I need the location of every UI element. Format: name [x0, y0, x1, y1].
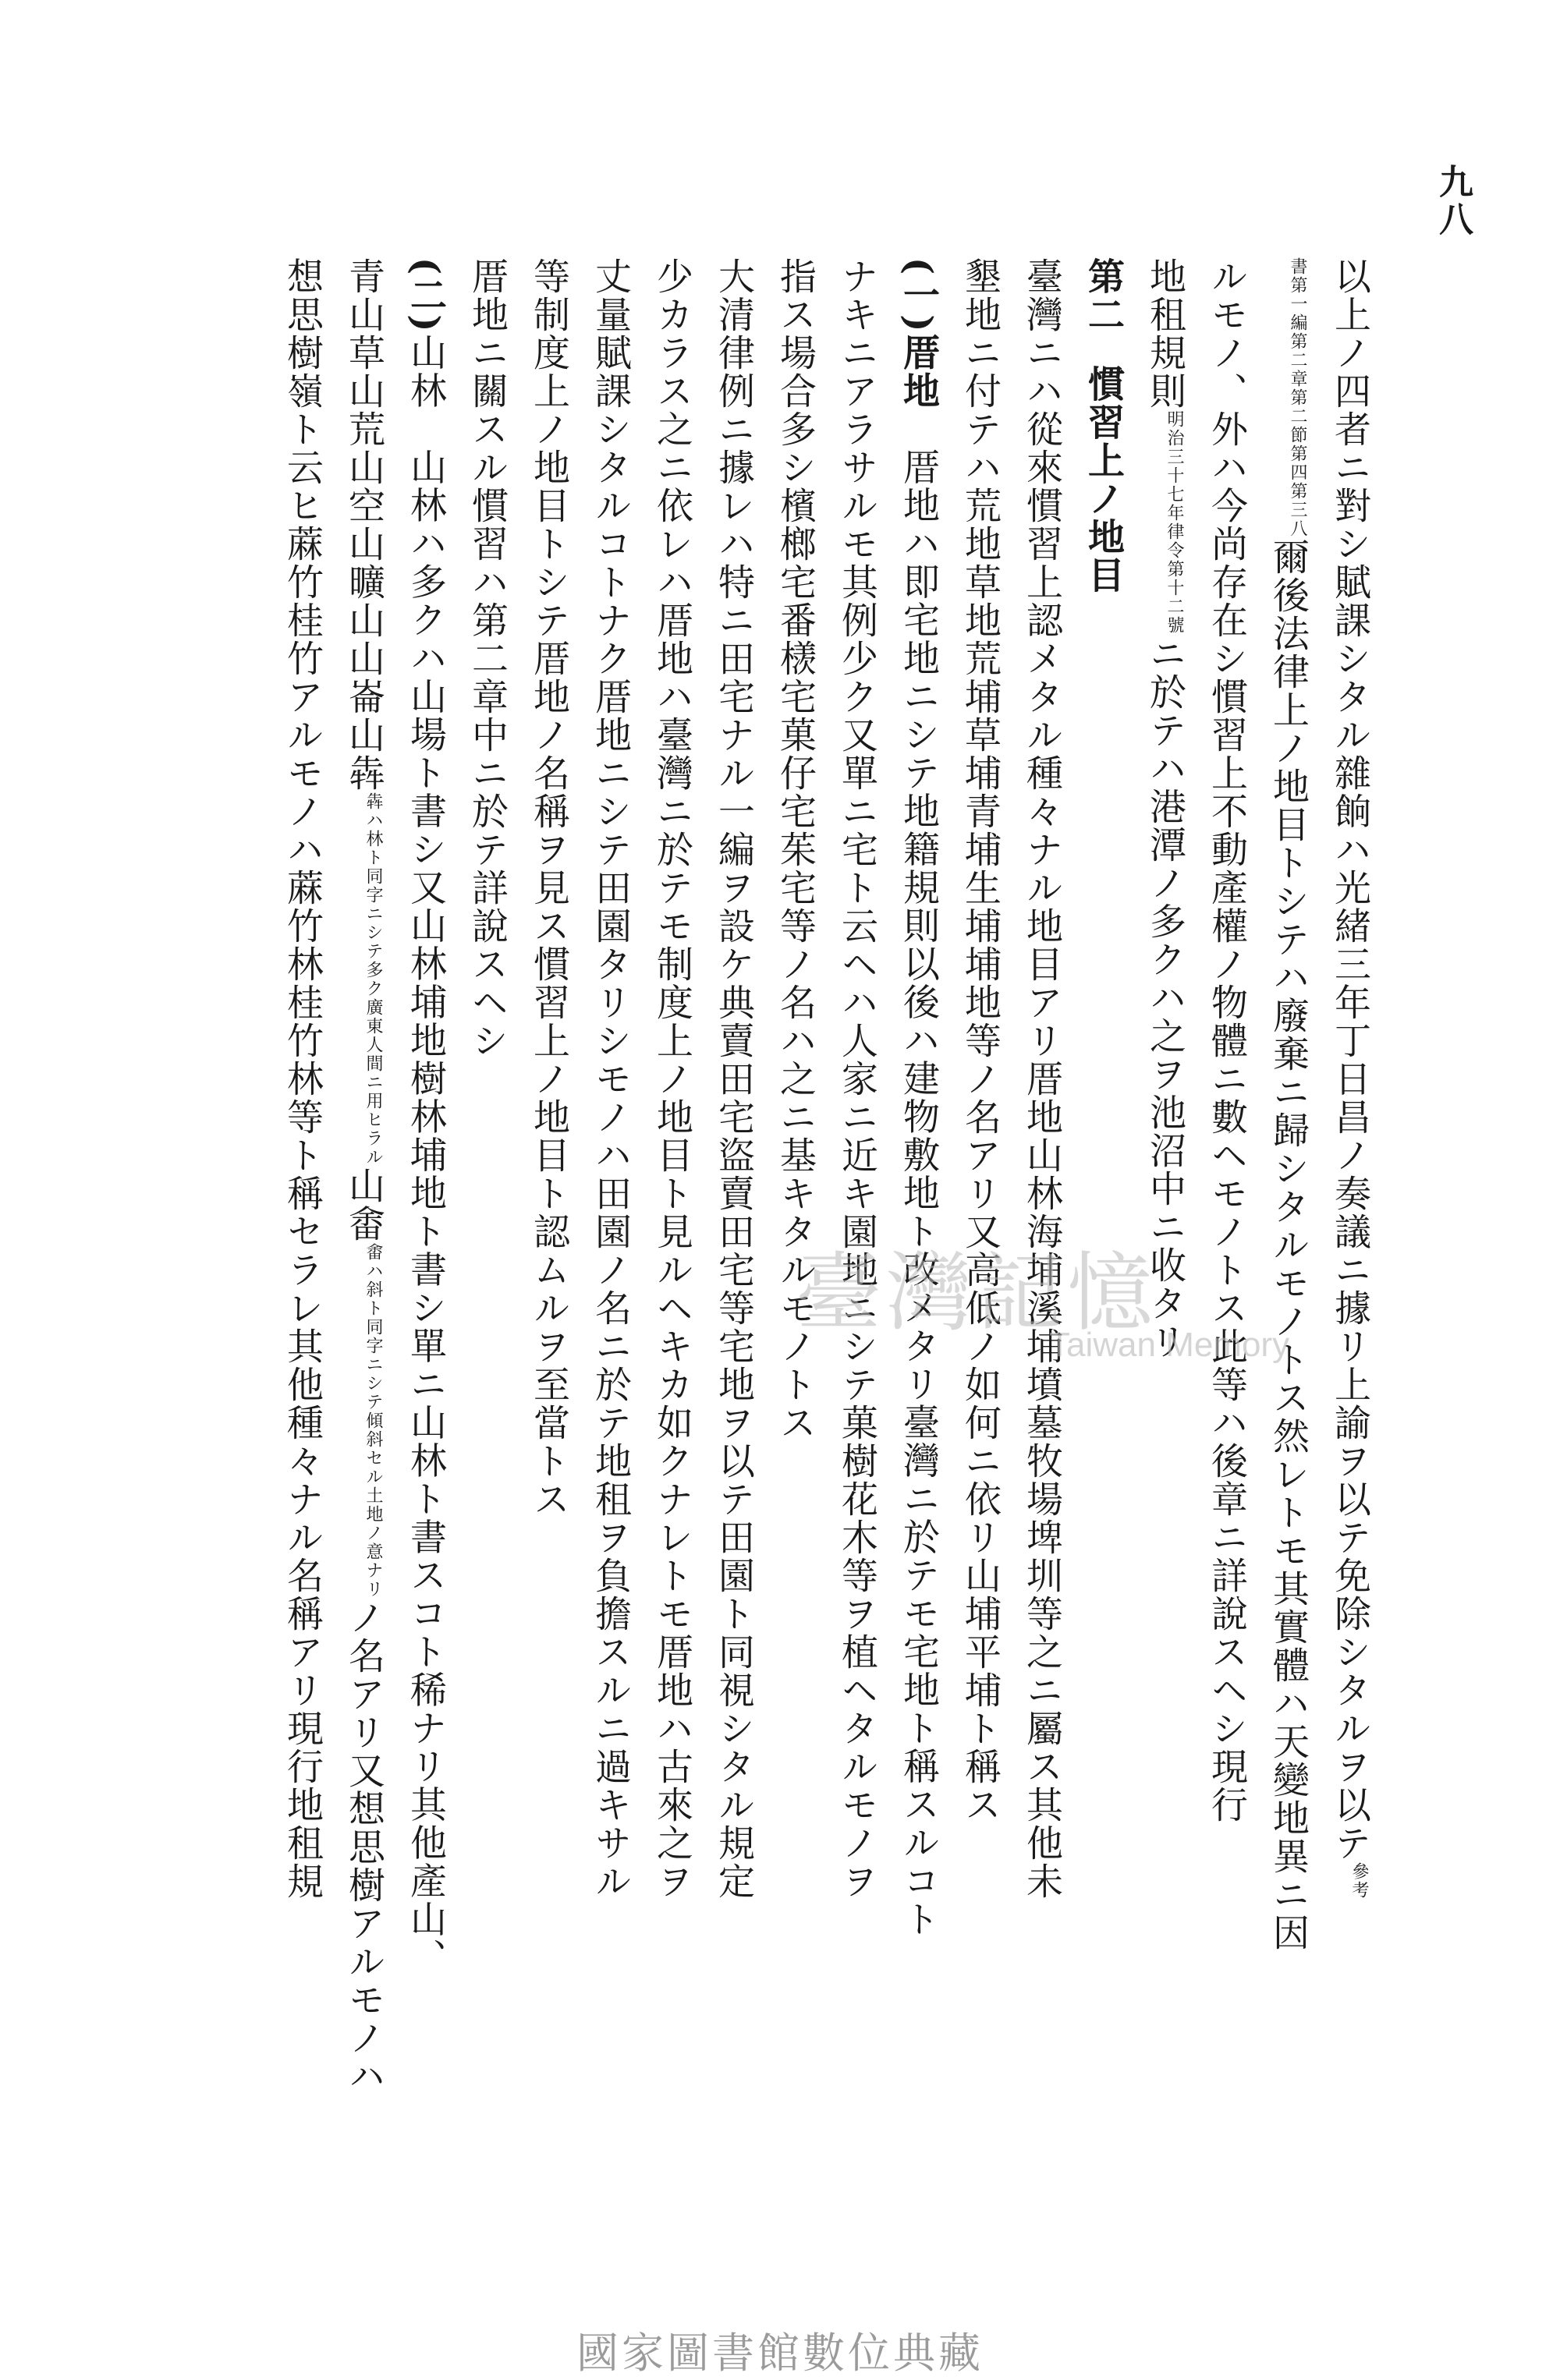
item-number: (二)	[404, 257, 447, 334]
text-column-10: 指ス場合多シ檳榔宅番檨宅菓仔宅茱宅等ノ名ハ之ニ基キタルモノトス	[774, 257, 817, 1442]
reference-note: 參考	[1349, 1862, 1369, 1900]
text-column-8	[888, 257, 949, 2183]
text-column-14: 等制度上ノ地目トシテ厝地ノ名稱ヲ見ス慣習上ノ地目ト認ムルヲ至當トス	[527, 257, 570, 1518]
page-number: 九八	[1433, 164, 1473, 239]
section-number: 第二	[1082, 257, 1125, 334]
text-column-15: 厝地ニ關スル慣習ハ第二章中ニ於テ詳說スヘシ	[466, 257, 509, 1060]
watermark-subtitle: Taiwan Memory	[1049, 1326, 1290, 1364]
column-text: 以上ノ四者ニ對シ賦課シタル雜餉ハ光緒三年丁日昌ノ奏議ニ據リ上諭ヲ以テ免除シタルヲ以テ	[1328, 257, 1371, 1862]
reference-note: 書第一編第二章第二節第四第三八	[1288, 257, 1307, 538]
text-column-16	[395, 257, 456, 2183]
item-title: 厝地	[897, 333, 940, 410]
text-column-1	[1319, 257, 1381, 2183]
text-column-2	[1257, 257, 1319, 2183]
section-heading	[1072, 257, 1134, 2183]
column-text: 青山草山荒山空山曠山山崙山犇	[342, 257, 385, 792]
column-text: 地租規則	[1143, 257, 1186, 410]
text-column-6: 臺灣ニハ從來慣習上認メタル種々ナル地目アリ厝地山林海埔溪埔墳墓牧場埤圳等之ニ屬ス其他未	[1020, 257, 1063, 1900]
column-text: 山林ハ多クハ山場ト書シ又山林埔地樹林埔地ト書シ單ニ山林ト書スコト稀ナリ其他產山、	[404, 448, 447, 1977]
text-column-3: ルモノ、外ハ今尚存在シ慣習上不動產權ノ物體ニ數ヘモノトス此等ハ後章ニ詳說スヘシ現行	[1205, 257, 1248, 1824]
text-column-9: ナキニアラサルモ其例少ク又單ニ宅ト云ヘハ人家ニ近キ園地ニシテ菓樹花木等ヲ植ヘタルモノヲ	[835, 257, 878, 1900]
footer-archive-label: 國家圖書館數位典藏	[576, 2329, 984, 2378]
column-text: 厝地ハ即宅地ニシテ地籍規則以後ハ建物敷地ト改メタリ臺灣ニ於テモ宅地ト稱スルコト	[897, 448, 940, 1939]
text-column-4	[1134, 257, 1196, 2183]
text-column-12: 少カラス之ニ依レハ厝地ハ臺灣ニ於テモ制度上ノ地目ト見ルヘキカ如クナレトモ厝地ハ古來之ヲ	[651, 257, 693, 1900]
annotation-note: 犇ハ林ト同字ニシテ多ク廣東人間ニ用ヒラル	[363, 792, 383, 1167]
item-title: 山林	[404, 333, 447, 410]
text-column-18: 想思樹嶺ト云ヒ蔴竹桂竹アルモノハ蔴竹林桂竹林等ト稱セラレ其他種々ナル名稱アリ現行地租規	[281, 257, 324, 1900]
column-text: 山畬	[342, 1167, 385, 1243]
text-column-7: 墾地ニ付テハ荒地草地荒埔草埔青埔生埔埔地等ノ名アリ又高低ノ如何ニ依リ山埔平埔ト稱ス	[959, 257, 1002, 1824]
column-text: ノ名アリ又想思樹アルモノハ	[342, 1599, 385, 2095]
body-text	[257, 257, 1381, 2183]
column-text: 爾後法律上ノ地目トシテハ廢棄ニ歸シタルモノトス然レトモ其實體ハ天變地異ニ因	[1267, 538, 1310, 1952]
column-text: ニ於テハ港潭ノ多クハ之ヲ池沼中ニ收タリ	[1143, 635, 1186, 1361]
text-column-11: 大清律例ニ據レハ特ニ田宅ナル一編ヲ設ケ典賣田宅盜賣田宅等宅地ヲ以テ田園ト同視シタル規定	[712, 257, 755, 1900]
text-column-13: 丈量賦課シタルコトナク厝地ニシテ田園タリシモノハ田園ノ名ニ於テ地租ヲ負擔スルニ過キサル	[589, 257, 632, 1900]
watermark-logo: 臺灣記憶	[796, 1243, 1158, 1343]
text-column-17	[333, 257, 395, 2183]
law-reference-note: 明治三十七年律令第十二號	[1165, 410, 1184, 635]
item-number: (一)	[897, 257, 940, 334]
section-title: 慣習上ノ地目	[1082, 365, 1125, 594]
annotation-note: 畬ハ斜ト同字ニシテ傾斜セル土地ノ意ナリ	[363, 1243, 383, 1599]
